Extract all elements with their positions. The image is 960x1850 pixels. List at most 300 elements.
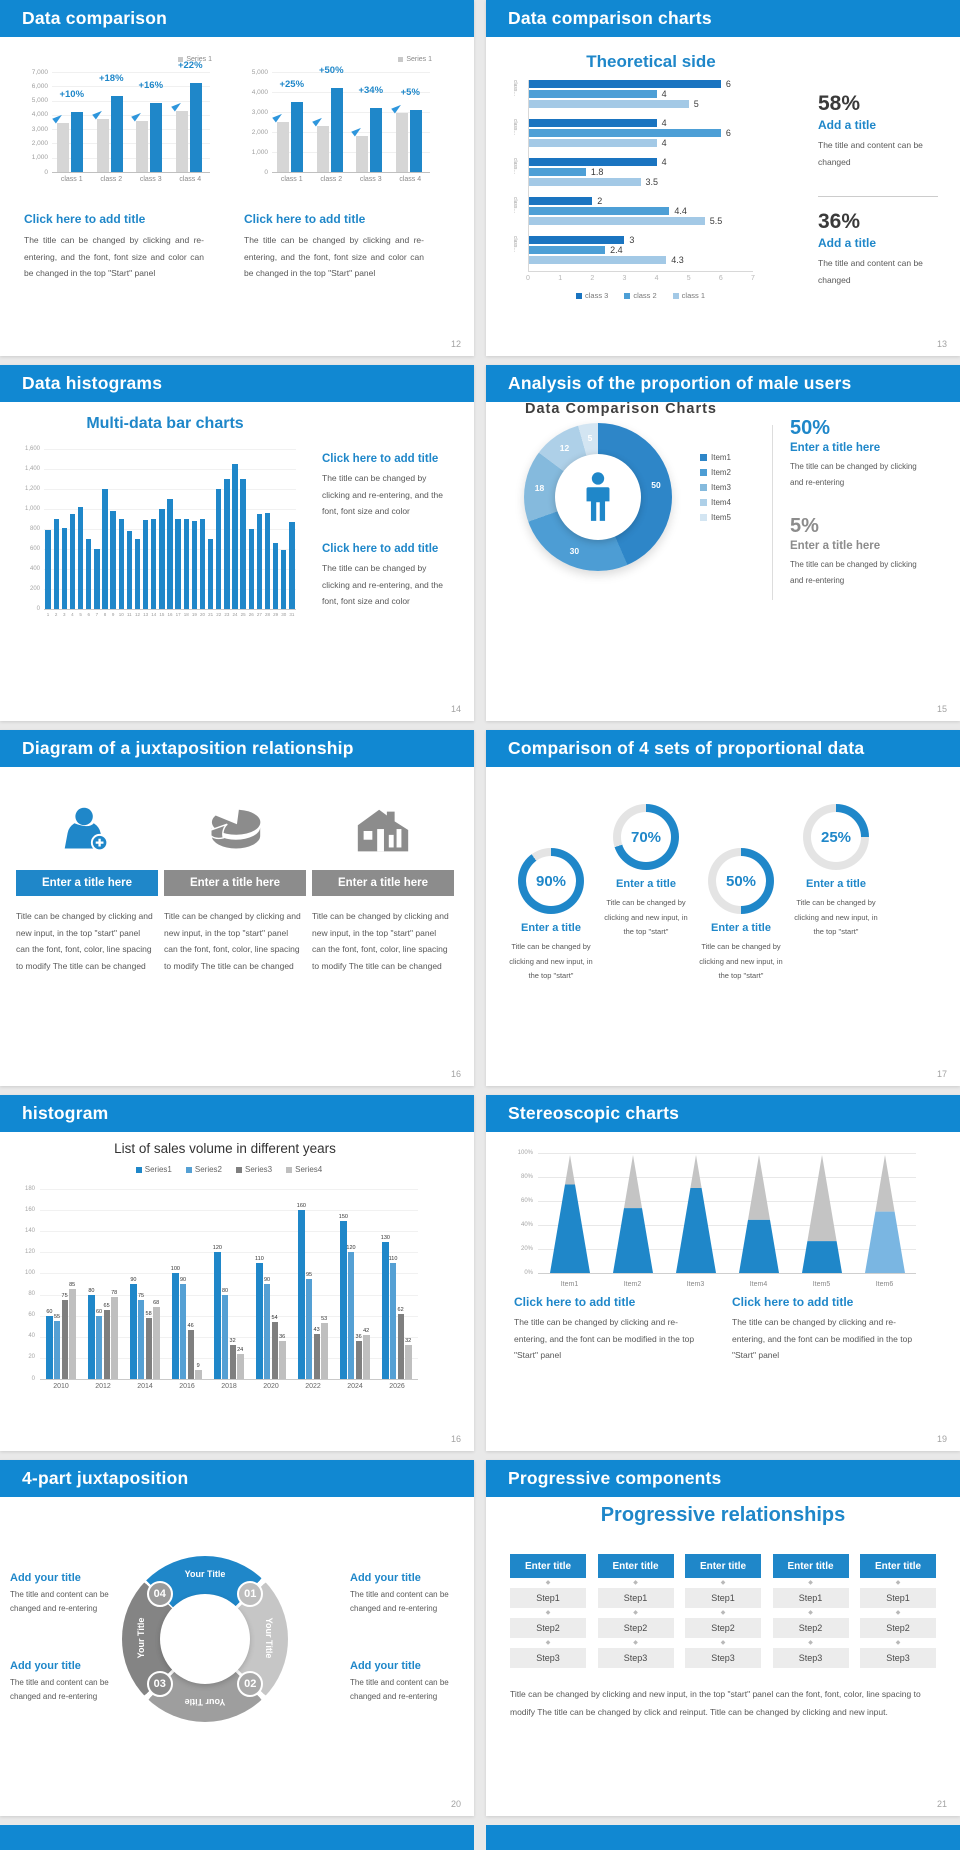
legend-label: class 1 [681, 291, 706, 300]
bar [159, 509, 164, 609]
bar [363, 1335, 369, 1379]
item-title: Enter a title here [189, 877, 281, 889]
item-title-bar [312, 870, 454, 896]
legend-item [624, 291, 656, 300]
bar [528, 168, 586, 176]
bar [119, 519, 124, 609]
ring-title: Enter a title [711, 922, 771, 934]
y-tick-label: 800 [29, 525, 40, 532]
grid-line [40, 1273, 418, 1274]
chart-title: Theoretical side [586, 52, 716, 71]
bar [257, 514, 262, 609]
diamond-separator-icon: ◆ [808, 1610, 813, 1616]
y-tick-label: 100% [517, 1149, 533, 1156]
slide-header [486, 0, 960, 37]
item-body: Title can be changed by clicking and new input, in the top "start" panel can the font, font, color, line spacing to modify The title can be changed [164, 911, 301, 971]
step-column [510, 1554, 586, 1668]
value-label: 95 [305, 1271, 313, 1278]
y-tick-label: 3,000 [31, 125, 48, 133]
segment-number-badge: 02 [237, 1671, 263, 1697]
bar [146, 1318, 152, 1379]
x-tick-label: 19 [191, 612, 197, 617]
grid-line [538, 1225, 916, 1226]
y-tick-label: 1,400 [24, 465, 40, 472]
slide-header [0, 1460, 474, 1497]
y-tick-label: 180 [24, 1185, 35, 1192]
text-block [24, 212, 204, 282]
block-body: The title can be changed by clicking and re-entering, and the font can be modified in the top "Start" panel [514, 1317, 695, 1361]
page-number: 16 [450, 1434, 461, 1444]
male-person-icon [583, 471, 613, 523]
value-label: 54 [271, 1315, 278, 1321]
diamond-separator-icon: ◆ [545, 1610, 551, 1616]
stat-value: 50% [790, 417, 831, 439]
grid-line [44, 489, 296, 490]
block-title: Add your title [350, 1572, 421, 1584]
slide-18 [0, 1095, 474, 1451]
growth-label: +22% [177, 60, 203, 72]
segment-label: Your Title [184, 1697, 226, 1707]
page-number: 13 [936, 339, 947, 349]
text-block [350, 1660, 464, 1703]
value-label: 58 [145, 1310, 152, 1317]
value-label: 120 [212, 1245, 222, 1252]
x-tick-label: 4 [654, 275, 659, 282]
x-tick-label: 15 [159, 612, 165, 617]
y-tick-label: 4,000 [31, 111, 48, 119]
bar [405, 1345, 411, 1379]
pyramid-chart [510, 1147, 920, 1297]
ring-percent: 70% [630, 828, 662, 846]
legend-swatch [186, 1167, 192, 1173]
item-title: Enter a title here [337, 877, 429, 889]
page-number: 16 [450, 1069, 461, 1079]
growth-label: +18% [98, 73, 124, 85]
y-tick-label: 80% [520, 1173, 533, 1180]
legend-item [700, 468, 731, 477]
bar-base [57, 123, 69, 172]
stat-block [818, 92, 946, 170]
legend-label: Series4 [295, 1165, 323, 1174]
ring-body: Title can be changed by clicking and new input, in the top "start" [794, 898, 878, 937]
x-tick-label: 13 [143, 612, 149, 617]
x-tick-label: 6 [718, 275, 723, 282]
diamond-separator-icon: ◆ [895, 1640, 901, 1646]
bar [240, 479, 245, 609]
page-number: 12 [450, 339, 461, 349]
y-tick-label: 1,000 [251, 148, 268, 156]
stat-value: 58% [818, 92, 861, 115]
text-block [10, 1572, 126, 1615]
bar [188, 1330, 194, 1379]
bar [273, 543, 278, 609]
x-category-label: 2010 [53, 1383, 69, 1390]
y-tick-label: 5,000 [31, 97, 48, 105]
text-block [244, 212, 424, 282]
value-label: 1.8 [590, 167, 604, 177]
legend-item [236, 1165, 272, 1174]
value-label: 32 [229, 1338, 236, 1345]
slide-header [0, 0, 474, 37]
pyramid [800, 1153, 844, 1273]
page-number: 20 [450, 1799, 461, 1809]
value-label: 42 [363, 1327, 370, 1334]
legend-item [700, 498, 731, 507]
x-category-label: 2020 [263, 1383, 279, 1390]
slide-header-title: Stereoscopic charts [508, 1103, 680, 1123]
legend-swatch [236, 1167, 242, 1173]
slide-12 [0, 0, 474, 356]
x-tick-label: 1 [558, 275, 563, 282]
bar [70, 514, 75, 609]
step-cell: Step3 [685, 1648, 761, 1668]
bar [528, 158, 657, 166]
plot-area [272, 65, 430, 173]
pyramid [674, 1153, 718, 1273]
x-category-label: 2026 [389, 1383, 405, 1390]
grid-line [538, 1249, 916, 1250]
step-column-header: Enter title [860, 1554, 936, 1578]
block-body: The title can be changed by clicking and re-entering, and the font, font size and color [322, 473, 443, 517]
value-label: 24 [237, 1346, 244, 1353]
step-cell: Step3 [860, 1648, 936, 1668]
donut-value-label: 30 [569, 546, 580, 557]
y-category-label: class… [512, 80, 518, 97]
step-columns [510, 1554, 936, 1668]
stat-title: Add a title [818, 236, 877, 250]
x-tick-label: 3 [622, 275, 627, 282]
column-chart-right [244, 56, 434, 198]
growth-label: +34% [358, 85, 384, 96]
step-column [860, 1554, 936, 1668]
step-cell: Step2 [685, 1618, 761, 1638]
y-tick-label: 200 [29, 585, 40, 592]
legend-swatch [700, 484, 707, 491]
bar [216, 489, 221, 609]
legend-swatch [700, 514, 707, 521]
y-category-label: class… [512, 236, 518, 253]
plot-area [52, 60, 210, 173]
bar [264, 1284, 270, 1379]
step-cell: Step2 [510, 1618, 586, 1638]
donut-value-label: 12 [559, 443, 570, 454]
step-cell: Step3 [510, 1648, 586, 1668]
bar [175, 519, 180, 609]
bar [528, 217, 705, 225]
x-category-label: Item4 [749, 1281, 768, 1288]
y-tick-label: 60 [28, 1312, 35, 1319]
x-tick-label: 26 [248, 612, 254, 617]
block-title: Click here to add title [514, 1295, 636, 1309]
text-block [514, 1295, 709, 1364]
legend-swatch [624, 293, 630, 299]
x-tick-label: 18 [183, 612, 189, 617]
slide-17 [486, 730, 960, 1086]
ring-inner [526, 856, 576, 906]
legend-label: Series2 [194, 1165, 222, 1174]
bar [281, 550, 286, 609]
slide-16 [0, 730, 474, 1086]
legend-label: Item5 [711, 513, 732, 522]
x-tick-label: 22 [216, 612, 222, 617]
y-tick-label: 100 [24, 1269, 35, 1276]
y-tick-label: 400 [29, 565, 40, 572]
slide-15 [486, 365, 960, 721]
bar [279, 1341, 285, 1379]
value-label: 55 [53, 1313, 61, 1320]
text-block [322, 543, 454, 610]
block-title: Add your title [350, 1660, 421, 1672]
block-title: Click here to add title [322, 543, 439, 555]
bar [151, 519, 156, 609]
x-tick-label: 6 [87, 612, 90, 617]
legend-swatch [673, 293, 679, 299]
bar-base [136, 121, 148, 172]
value-label: 75 [61, 1292, 68, 1299]
value-label: 110 [388, 1255, 398, 1262]
stat-value: 5% [790, 515, 819, 537]
slide-header-title: histogram [22, 1103, 109, 1123]
value-label: 46 [187, 1323, 194, 1330]
value-label: 150 [338, 1213, 348, 1220]
legend-swatch [700, 469, 707, 476]
bar [528, 256, 666, 264]
value-label: 36 [279, 1334, 286, 1340]
stat-body: The title can be changed by clicking and re-entering [790, 560, 917, 585]
y-tick-label: 40 [28, 1333, 35, 1340]
bar [298, 1210, 304, 1379]
progress-ring-50 [708, 848, 774, 914]
slide-header [486, 1460, 960, 1497]
slide-header-title: Diagram of a juxtaposition relationship [22, 738, 354, 758]
block-title: Click here to add title [732, 1295, 854, 1309]
pie-3d-icon [164, 798, 306, 864]
item-title-bar [16, 870, 158, 896]
bar [528, 100, 689, 108]
bar [390, 1263, 396, 1379]
donut-hole [555, 454, 641, 540]
grid-line [44, 469, 296, 470]
slide-header-title: 4-part juxtaposition [22, 1468, 189, 1488]
value-label: 4 [661, 138, 667, 148]
slide-header-title: Analysis of the proportion of male users [508, 373, 852, 393]
segment-number-badge: 01 [237, 1581, 263, 1607]
bar [356, 1341, 362, 1379]
x-tick-label: 24 [232, 612, 238, 617]
bar [528, 80, 721, 88]
value-label: 90 [130, 1277, 137, 1283]
x-tick-label: 20 [199, 612, 205, 617]
y-tick-label: 3,000 [251, 108, 268, 116]
slide-header-title: Data histograms [22, 373, 163, 393]
growth-label: +5% [400, 87, 420, 98]
grid-line [40, 1231, 418, 1232]
legend-swatch [700, 454, 707, 461]
x-tick-label: 25 [240, 612, 246, 617]
bar [45, 530, 50, 609]
y-tick-label: 1,200 [24, 485, 40, 492]
diamond-separator-icon: ◆ [633, 1580, 638, 1586]
slide-header [0, 1095, 474, 1132]
bar [237, 1354, 243, 1379]
legend-label: Item4 [711, 498, 732, 507]
block-title: Click here to add title [244, 212, 366, 226]
segment-number-badge: 04 [147, 1581, 173, 1607]
legend-label: Series 1 [406, 56, 432, 63]
text-block [322, 453, 454, 520]
x-tick-label: 23 [224, 612, 230, 617]
x-tick-label: 8 [103, 612, 107, 617]
value-label: 43 [313, 1326, 320, 1333]
value-label: 68 [153, 1300, 160, 1307]
growth-label: +25% [279, 79, 305, 90]
y-category-label: class… [512, 197, 518, 214]
bar-main [190, 83, 202, 172]
text-block [10, 1660, 126, 1703]
bar [62, 528, 67, 609]
value-label: 4 [661, 89, 667, 99]
diamond-separator-icon: ◆ [808, 1580, 813, 1586]
x-axis-line [528, 271, 753, 272]
y-tick-label: 1,600 [24, 445, 40, 452]
stat-title: Enter a title here [790, 540, 881, 552]
next-slide-header-partial [486, 1825, 960, 1850]
bar [96, 1316, 102, 1379]
legend-swatch [136, 1167, 142, 1173]
bar-main [71, 112, 83, 172]
progress-ring-70 [613, 804, 679, 870]
block-body: The title and content can be changed and re-entering [350, 1678, 449, 1701]
stat-block [790, 417, 930, 490]
y-tick-label: 20% [520, 1245, 533, 1252]
y-category-label: class… [512, 119, 518, 136]
diamond-separator-icon: ◆ [720, 1610, 726, 1616]
y-tick-label: 120 [24, 1248, 35, 1255]
stat-body: The title and content can be changed [818, 140, 923, 167]
step-cell: Step3 [598, 1648, 674, 1668]
bar [180, 1284, 186, 1379]
x-tick-label: 9 [111, 612, 115, 617]
value-label: 32 [405, 1338, 412, 1345]
stat-body: The title can be changed by clicking and re-entering [790, 462, 917, 487]
plot-area [44, 449, 296, 610]
bar [265, 513, 270, 609]
person-add-icon [16, 798, 158, 864]
x-category-label: class 4 [179, 176, 202, 183]
bar-main [111, 96, 123, 172]
step-cell: Step1 [510, 1588, 586, 1608]
growth-label: +16% [138, 80, 164, 92]
bar-main [370, 108, 382, 172]
slide-19 [486, 1095, 960, 1451]
x-category-label: class 1 [60, 176, 83, 183]
bar [528, 129, 721, 137]
value-label: 4.4 [674, 206, 687, 216]
page-number: 21 [936, 1799, 947, 1809]
step-column [598, 1554, 674, 1668]
slide-13 [486, 0, 960, 356]
ring-inner [811, 812, 861, 862]
x-category-label: class 2 [100, 176, 123, 183]
x-category-label: class 4 [399, 176, 422, 183]
diamond-separator-icon: ◆ [545, 1640, 551, 1646]
legend-swatch [700, 499, 707, 506]
y-tick-label: 0 [264, 168, 268, 176]
donut-chart [524, 423, 672, 571]
x-tick-label: 7 [751, 275, 755, 282]
bar-base [396, 113, 408, 172]
x-category-label: class 3 [139, 176, 162, 183]
dart-icon [351, 126, 363, 137]
chart-legend [398, 56, 432, 63]
stat-body: The title and content can be changed [818, 258, 923, 285]
bar [54, 1321, 60, 1379]
dart-icon [92, 109, 104, 120]
slide-header-title: Progressive components [508, 1468, 722, 1488]
pyramid [548, 1153, 592, 1273]
chart-title: Data Comparison Charts [524, 401, 717, 417]
y-tick-label: 1,000 [31, 154, 48, 162]
y-tick-label: 2,000 [251, 128, 268, 136]
diamond-separator-icon: ◆ [720, 1580, 726, 1586]
page-number: 15 [936, 704, 947, 714]
x-tick-label: 2 [54, 612, 58, 617]
x-tick-label: 0 [526, 275, 530, 282]
block-body: The title can be changed by clicking and re-entering, and the font, font size and color can be changed in the top "Start" panel [244, 235, 424, 279]
slide-20 [0, 1460, 474, 1816]
horizontal-bar-chart [512, 80, 812, 315]
value-label: 160 [296, 1203, 306, 1210]
x-category-label: class 1 [280, 176, 303, 183]
dart-icon [272, 112, 284, 123]
bar-base [356, 136, 368, 172]
block-body: The title and content can be changed and re-entering [10, 1678, 109, 1701]
donut-legend [700, 453, 731, 528]
ring-percent: 25% [820, 828, 852, 846]
grid-line [52, 101, 210, 102]
plot-area [40, 1189, 418, 1380]
value-label: 62 [397, 1306, 404, 1313]
x-category-label: Item1 [560, 1281, 579, 1288]
bar [69, 1289, 75, 1379]
value-label: 85 [69, 1282, 76, 1289]
x-tick-label: 30 [281, 612, 287, 617]
legend-label: Series1 [144, 1165, 172, 1174]
bar [382, 1242, 388, 1379]
block-body: The title can be changed by clicking and re-entering, and the font, font size and color [322, 563, 443, 607]
diagram-title: Progressive relationships [600, 1504, 846, 1526]
x-tick-label: 3 [63, 612, 66, 617]
bar [172, 1273, 178, 1379]
donut-value-label: 50 [651, 479, 661, 490]
value-label: 80 [88, 1287, 95, 1294]
step-cell: Step2 [773, 1618, 849, 1638]
grid-line [44, 449, 296, 450]
text-block [732, 1295, 927, 1364]
x-tick-label: 5 [79, 612, 82, 617]
grid-line [538, 1273, 916, 1274]
y-tick-label: 5,000 [251, 68, 268, 76]
growth-label: +50% [318, 65, 344, 76]
y-tick-label: 160 [24, 1206, 35, 1213]
value-label: 90 [263, 1277, 271, 1283]
segment-number-badge: 03 [147, 1671, 173, 1697]
ring-body: Title can be changed by clicking and new input, in the top "start" [604, 898, 688, 937]
y-tick-label: 0 [31, 1375, 35, 1382]
grid-line [40, 1210, 418, 1211]
bar [208, 539, 213, 609]
step-column-header: Enter title [773, 1554, 849, 1578]
